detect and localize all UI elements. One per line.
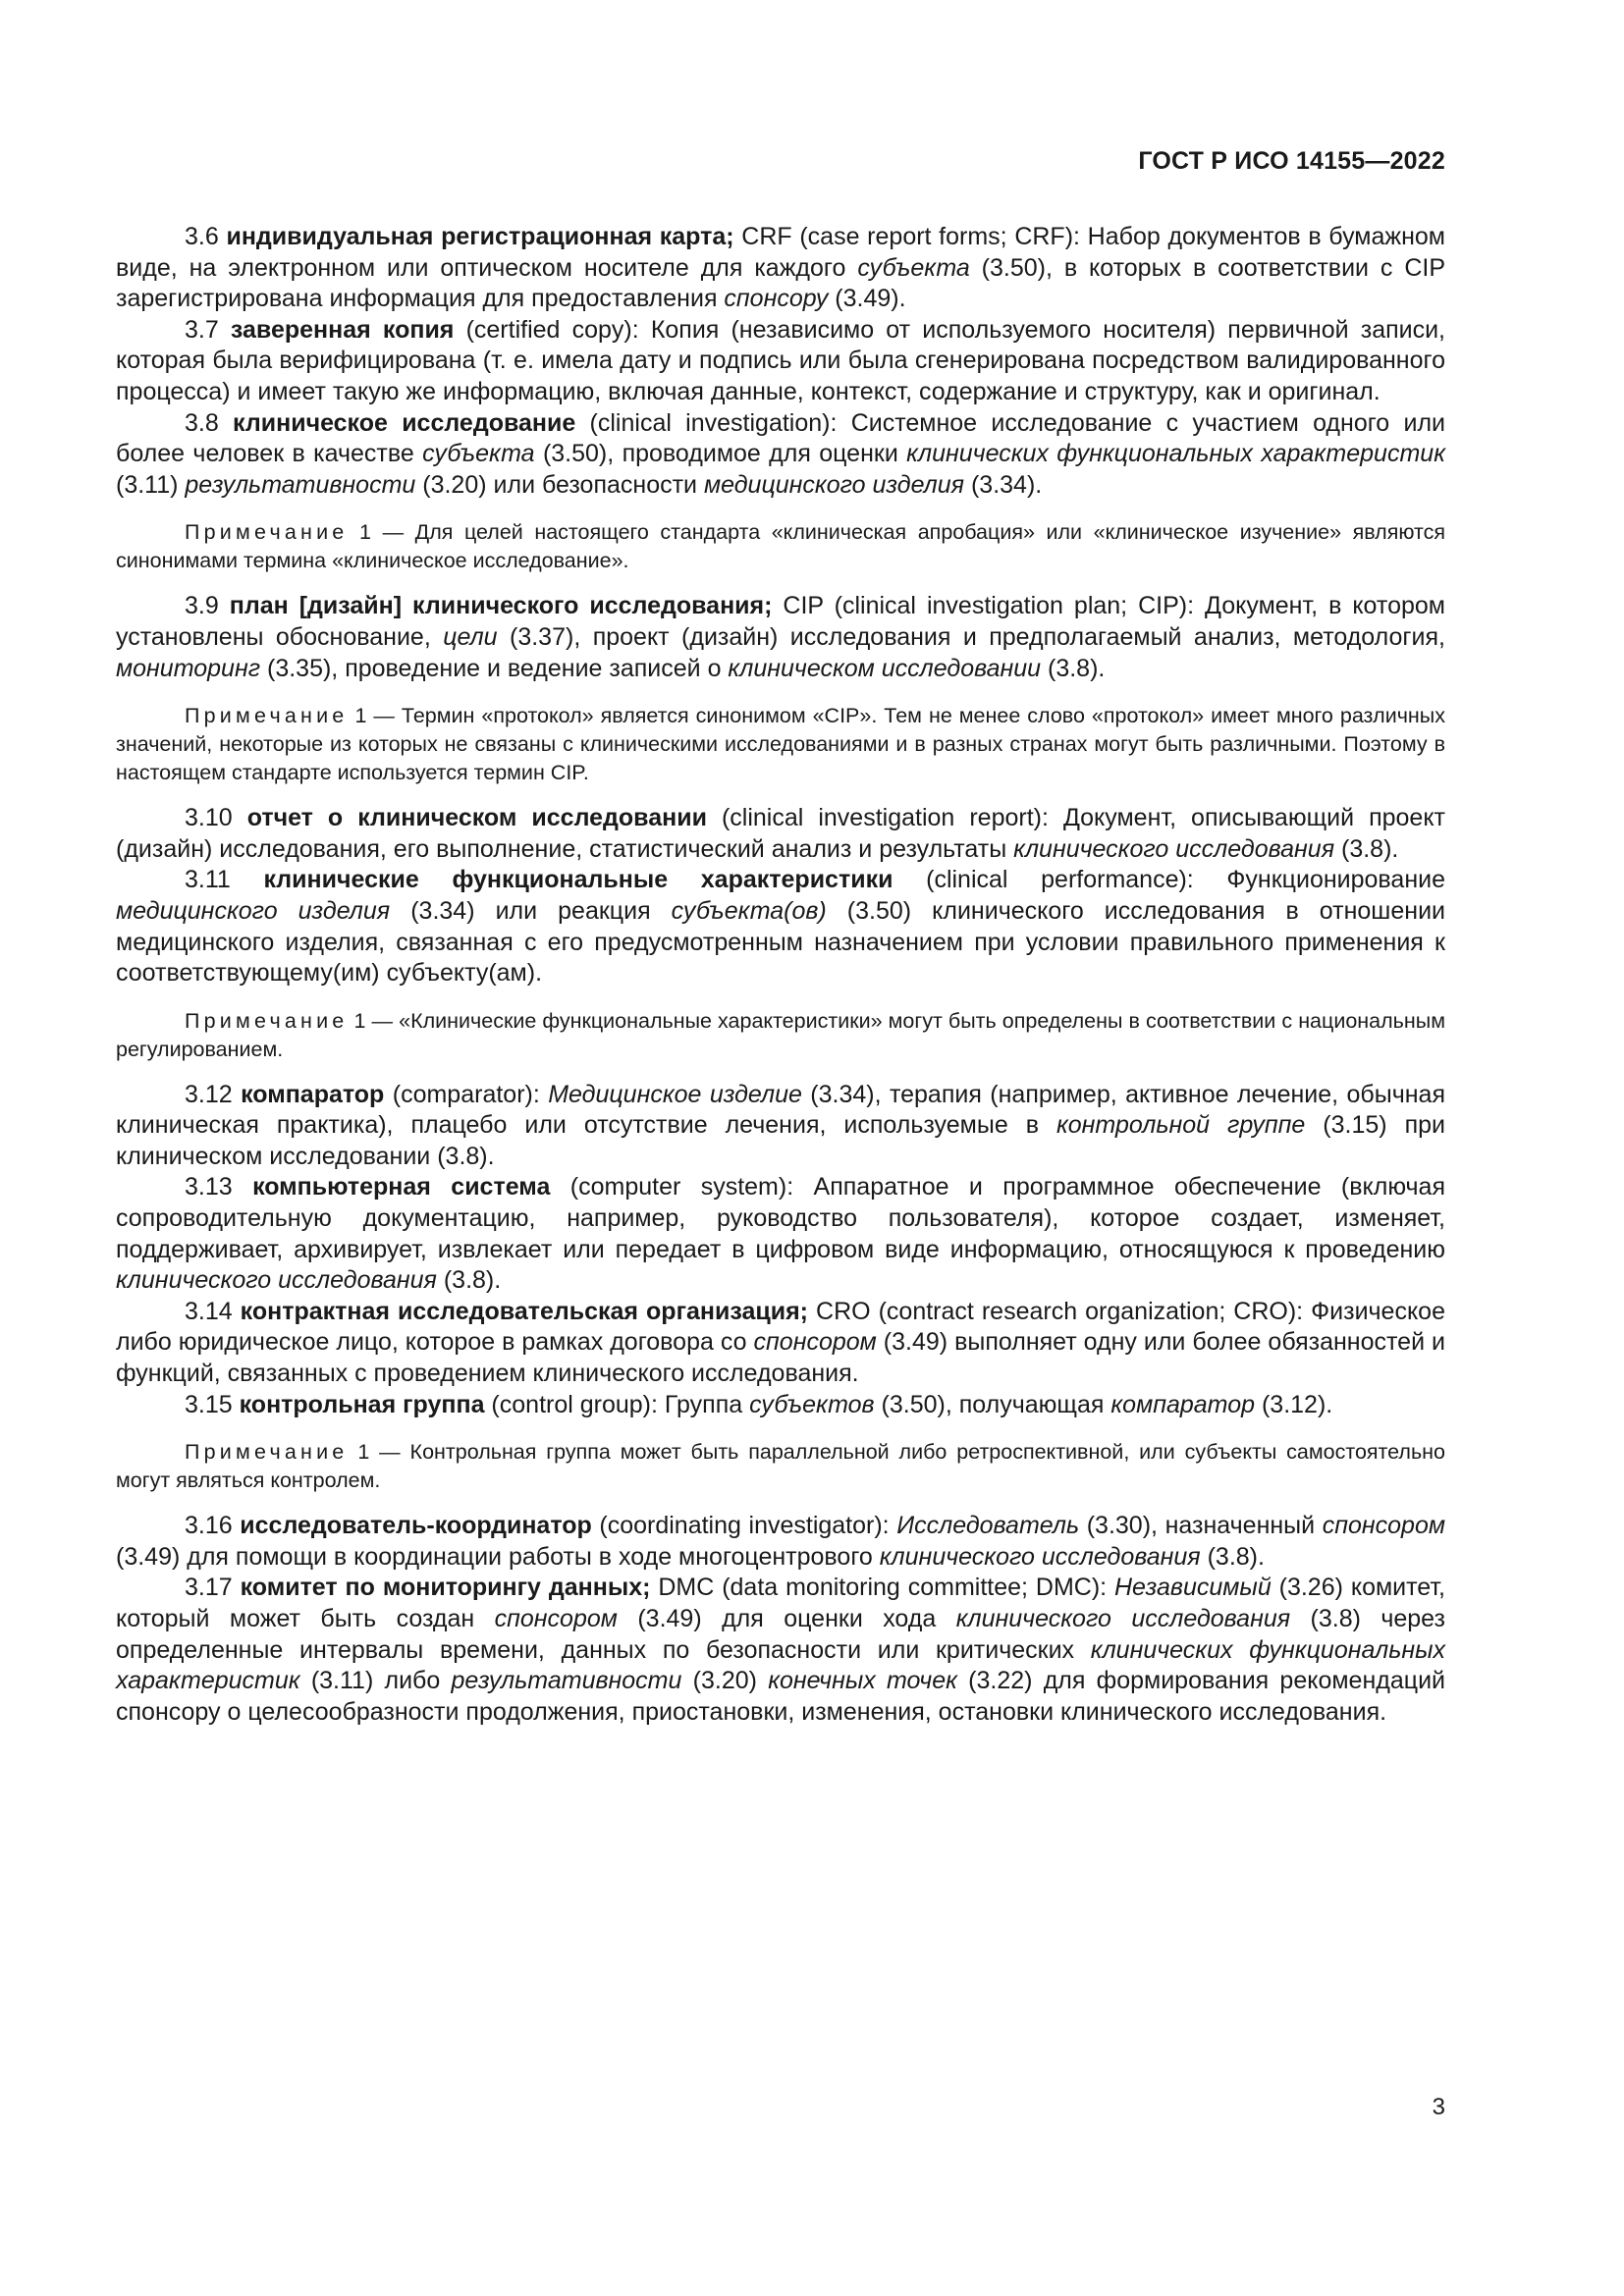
term-reference: цели [443, 622, 498, 651]
entry-text: (3.30), назначенный [1079, 1512, 1323, 1540]
entry-text: (3.26) комитет, который может быть создан [116, 1574, 1445, 1632]
entry-text: (certified copy): Копия (независимо от используемого носителя) первичной записи, которая была верифицирована (т. е. имела дату и подпись или была сгенерирована посредством валидированного процесса) и имеет такую же информацию, включая данные, контекст, содержание и структуру, как и оригинал. [116, 315, 1446, 405]
document-code: ГОСТ Р ИСО 14155—2022 [1138, 147, 1445, 175]
page-number: 3 [1432, 2094, 1445, 2120]
entry-text: (3.11) либо [299, 1667, 452, 1695]
note-3-15: Примечание 1 — Контрольная группа может быть параллельной либо ретроспективной, или субъекты самостоятельно могут являться контролем. [116, 1440, 1445, 1493]
term-reference: субъектов [749, 1390, 875, 1418]
entry-text: 3.6 [185, 223, 227, 250]
entry-text: DMC (data monitoring committee; DMC): [650, 1574, 1114, 1602]
entry-text: (3.15) при клиническом исследовании (3.8). [116, 1111, 1445, 1170]
entry-text: 3.11 [185, 866, 264, 894]
entry-text: (3.50), в которых в соответствии с CIP зарегистрирована информация для предоставления [116, 253, 1445, 313]
note-3-9: Примечание 1 — Термин «протокол» является синонимом «CIP». Тем не менее слово «протокол» имеет много различных значений, некоторые из которых не связаны с клиническими исследованиями и в разных странах могут быть различными. Поэтому в настоящем стандарте используется термин CIP. [116, 704, 1445, 785]
note-label: Примечание [185, 1008, 349, 1033]
entry-text: 3.17 [185, 1574, 241, 1602]
term-reference: клинического исследования [955, 1605, 1291, 1632]
entry-text: (3.8). [436, 1266, 502, 1295]
note-number: 1 [354, 704, 367, 728]
note-text: Термин «протокол» является синонимом «CIP». Тем не менее слово «протокол» имеет много различных значений, некоторые из которых не связаны с клиническими исследованиями и в разных странах могут быть различными. Поэтому в настоящем стандарте используется термин CIP. [116, 704, 1445, 785]
entry-text: 3.14 [185, 1297, 241, 1325]
note-label: Примечание [185, 520, 349, 545]
entry-text: (clinical performance): Функционирование [893, 866, 1446, 894]
note-number: 1 [353, 1008, 366, 1033]
entry-text: (3.12). [1255, 1390, 1333, 1418]
term-entry-3-9 [116, 591, 1445, 684]
entry-text: (control group): Группа [484, 1390, 750, 1418]
entry-text: (3.50), получающая [874, 1390, 1111, 1418]
entry-text: (3.35), проведение и ведение записей о [260, 654, 729, 682]
term-name: план [дизайн] клинического исследования; [229, 592, 773, 620]
note-label: Примечание [185, 704, 349, 728]
term-entry-3-8 [116, 408, 1445, 502]
term-reference: спонсором [753, 1328, 877, 1357]
term-reference: конечных точек [768, 1667, 957, 1695]
entry-text: (3.50), проводимое для оценки [534, 440, 907, 468]
term-reference: мониторинг [116, 654, 261, 682]
entry-text: CIP (clinical investigation plan; CIP): Документ, в котором установлены обоснование, [116, 592, 1445, 651]
entry-text: CRF (case report forms; CRF): Набор документов в бумажном виде, на электронном или оптическом носителе для каждого [116, 223, 1445, 282]
term-name: комитет по мониторингу данных; [240, 1574, 651, 1602]
entry-text: (computer system): Аппаратное и программное обеспечение (включая сопроводительную документацию, например, руководство пользователя), которое создает, изменяет, поддерживает, архивирует, извлекает или передает в цифровом виде информацию, относящуюся к проведению [116, 1173, 1445, 1263]
entry-text: (3.49) выполняет одну или более обязанностей и функций, связанных с проведением клинического исследования. [116, 1328, 1445, 1388]
entry-text: 3.9 [185, 592, 230, 620]
term-reference: клинических функциональных характеристик [906, 440, 1445, 468]
term-reference: клинического исследования [879, 1542, 1201, 1571]
term-reference: субъекта [857, 253, 970, 282]
term-entry-3-6 [116, 222, 1445, 315]
entry-text: (3.49) для оценки хода [617, 1605, 956, 1632]
entry-text: (clinical investigation): Системное исследование с участием одного или более человек в качестве [116, 408, 1445, 468]
entry-text: (3.34). [964, 470, 1043, 499]
term-reference: медицинского изделия [703, 470, 965, 499]
entry-text: (3.50) клинического исследования в отношении медицинского изделия, связанная с его предусмотренным назначением при условии правильного применения к соответствующему(им) субъекту(ам). [116, 896, 1445, 988]
note-3-8: Примечание 1 — Для целей настоящего стандарта «клиническая апробация» или «клиническое изучение» являются синонимами термина «клиническое исследование». [116, 520, 1446, 573]
note-text: Для целей настоящего стандарта «клиническая апробация» или «клиническое изучение» являются синонимами термина «клиническое исследование». [116, 520, 1446, 573]
term-entry-3-15 [116, 1390, 1445, 1421]
entry-text: (comparator): [384, 1080, 549, 1108]
term-reference: медицинского изделия [116, 896, 391, 925]
term-name: отчет о клиническом исследовании [246, 804, 707, 832]
note-number: 1 [357, 1440, 370, 1465]
term-reference: компаратор [1110, 1390, 1256, 1418]
term-reference: субъекта [422, 440, 535, 468]
entry-text: (3.8). [1334, 834, 1399, 863]
term-reference: клинического исследования [116, 1266, 437, 1295]
entry-text: 3.12 [185, 1080, 242, 1108]
note-label: Примечание [185, 1440, 349, 1465]
entry-text: (3.8) через определенные интервалы времени, данных по безопасности или критических [116, 1605, 1446, 1664]
term-name: клиническое исследование [233, 408, 576, 437]
term-name: клинические функциональные характеристики [263, 866, 893, 894]
entry-text: (3.8). [1200, 1542, 1265, 1571]
term-entry-3-10 [116, 803, 1445, 865]
entry-text: 3.8 [185, 408, 234, 437]
entry-text: (3.37), проект (дизайн) исследования и предполагаемый анализ, методология, [497, 622, 1445, 651]
term-entry-3-7 [116, 315, 1445, 408]
entry-text: 3.7 [185, 315, 231, 344]
entry-text: (3.34), терапия (например, активное лечение, обычная клиническая практика), плацебо или отсутствие лечения, используемые в [116, 1080, 1445, 1140]
note-number: 1 [359, 520, 371, 545]
entry-text: (3.11) [116, 470, 186, 499]
term-name: исследователь-координатор [240, 1512, 592, 1540]
term-name: заверенная копия [230, 315, 455, 344]
entry-text: 3.10 [185, 804, 247, 832]
term-entry-3-13 [116, 1172, 1445, 1296]
term-reference: результативности [185, 470, 416, 499]
document-body [116, 222, 1445, 1728]
entry-text: (clinical investigation report): Документ, описывающий проект (дизайн) исследования, его выполнение, статистический анализ и результаты [116, 804, 1446, 863]
term-name: индивидуальная регистрационная карта; [226, 223, 734, 250]
entry-text: (3.34) или реакция [390, 896, 672, 925]
entry-text: (3.49) для помощи в координации работы в ходе многоцентрового [116, 1542, 880, 1571]
entry-text: CRO (contract research organization; CRO): Физическое либо юридическое лицо, которое в рамках договора со [116, 1297, 1445, 1357]
term-entry-3-14 [116, 1297, 1445, 1390]
entry-text: 3.15 [185, 1390, 240, 1418]
term-reference: субъекта(ов) [671, 896, 827, 925]
term-name: компьютерная система [252, 1173, 551, 1201]
term-name: контрактная исследовательская организация; [240, 1297, 809, 1325]
entry-text: (3.49). [828, 285, 906, 313]
entry-text: (3.20) или безопасности [415, 470, 704, 499]
term-name: компаратор [241, 1080, 385, 1108]
term-reference: результативности [451, 1667, 682, 1695]
entry-text: 3.13 [185, 1173, 253, 1201]
note-text: «Клинические функциональные характеристики» могут быть определены в соответствии с национальным регулированием. [116, 1008, 1445, 1061]
term-reference: клинического исследования [1013, 834, 1335, 863]
term-reference: спонсором [494, 1605, 618, 1632]
term-entry-3-17 [116, 1573, 1445, 1728]
term-reference: Медицинское изделие [548, 1080, 802, 1108]
term-reference: спонсором [1322, 1512, 1445, 1540]
entry-text: (3.20) [681, 1667, 769, 1695]
term-entry-3-12 [116, 1080, 1445, 1173]
entry-text: (3.22) для формирования рекомендаций спонсору о целесообразности продолжения, приостановки, изменения, остановки клинического исследования. [116, 1667, 1445, 1726]
entry-text: (coordinating investigator): [591, 1512, 897, 1540]
term-reference: клинических функциональных характеристик [116, 1635, 1445, 1695]
note-3-11: Примечание 1 — «Клинические функциональные характеристики» могут быть определены в соответствии с национальным регулированием. [116, 1008, 1445, 1061]
term-name: контрольная группа [239, 1390, 485, 1418]
note-text: Контрольная группа может быть параллельной либо ретроспективной, или субъекты самостоятельно могут являться контролем. [116, 1440, 1445, 1493]
term-entry-3-16 [116, 1511, 1445, 1573]
term-reference: контрольной группе [1056, 1111, 1306, 1140]
entry-text: (3.8). [1041, 654, 1106, 682]
term-reference: спонсору [724, 285, 829, 313]
term-reference: Исследователь [896, 1512, 1080, 1540]
term-entry-3-11 [116, 865, 1445, 988]
term-reference: Независимый [1114, 1574, 1272, 1602]
term-reference: клиническом исследовании [728, 654, 1042, 682]
entry-text: 3.16 [185, 1512, 241, 1540]
